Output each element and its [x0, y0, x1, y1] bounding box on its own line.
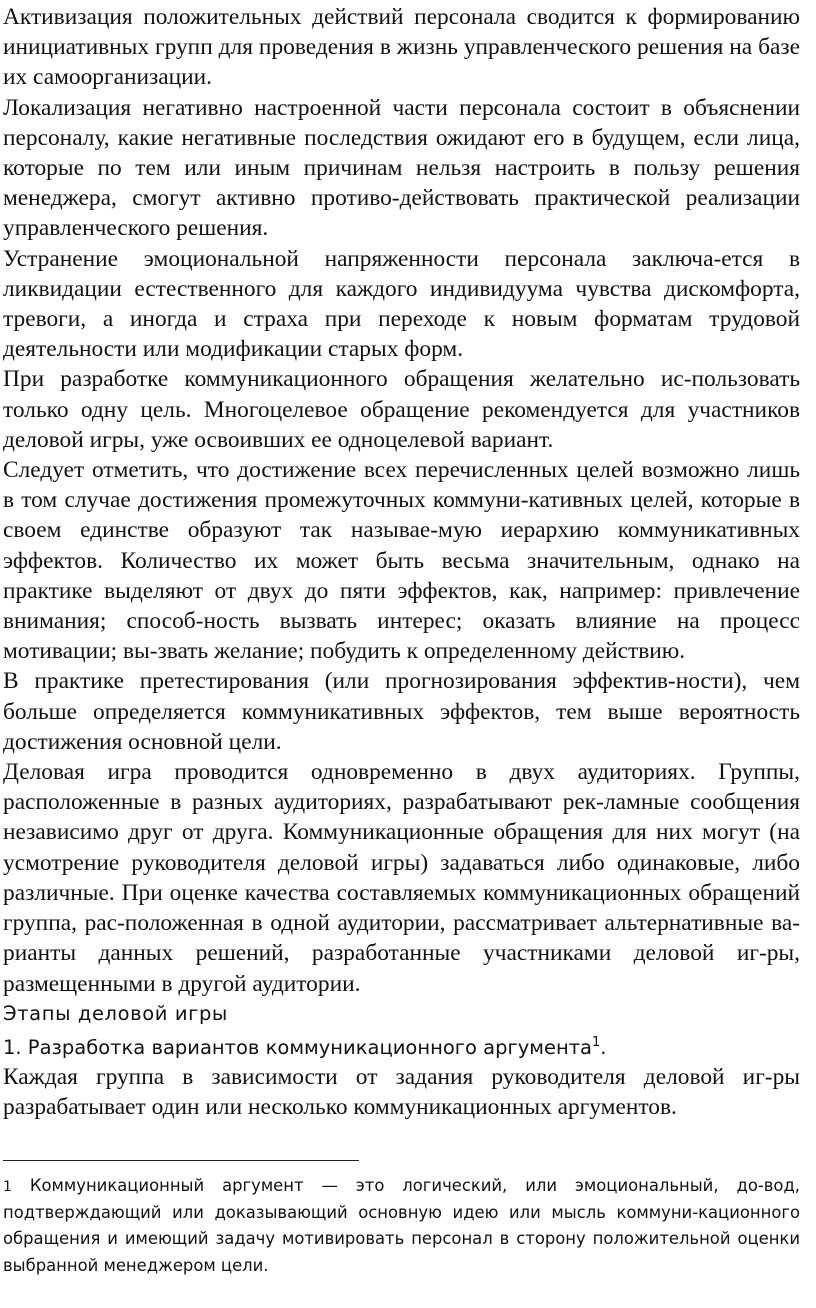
footnote-mark: 1 — [592, 1034, 601, 1050]
footnote-number: 1 — [3, 1179, 12, 1195]
stage-heading — [3, 1028, 800, 1062]
footnote-text: Коммуникационный аргумент — это логический, или эмоциональный, до-вод, подтверждающий или доказывающий основную идею или мысль коммуни-кационного обращения и имеющий задачу мотивировать персонал в сторону положительной оценки выбранной менеджером цели. — [3, 1176, 800, 1275]
paragraph-stage-one: Каждая группа в зависимости от задания руководителя деловой иг-ры разрабатывает один или несколько коммуникационных аргументов. — [3, 1063, 800, 1120]
paragraph-positive-actions: Активизация положительных действий персонала сводится к формированию инициативных групп для проведения в жизнь управленческого решения на базе их самоорганизации. — [3, 4, 800, 91]
paragraph-business-game: Деловая игра проводится одновременно в двух аудиториях. Группы, расположенные в разных аудиториях, разрабатывают рек-ламные сообщения независимо друг от друга. Коммуникационные обращения для них могут (на усмотрение руководителя деловой игры) задаваться либо одинаковые, либо различные. При оценке качества составляемых коммуникационных обращений группа, рас-положенная в одной аудитории, рассматривает альтернативные ва-рианты данных решений, разработанные участниками деловой иг-ры, размещенными в другой аудитории. — [3, 759, 800, 997]
paragraph-pretesting: В практике претестирования (или прогнозирования эффектив-ности), чем больше определяется коммуникативных эффектов, тем выше вероятность достижения основной цели. — [3, 668, 800, 755]
paragraph-emotional-tension: Устранение эмоциональной напряженности персонала заключа-ется в ликвидации естественного для каждого индивидуума чувства дискомфорта, тревоги, а иногда и страха при переходе к новым форматам трудовой деятельности или модификации старых форм. — [3, 245, 800, 363]
stage-heading-text: 1. Разработка вариантов коммуникационного аргумента — [3, 1035, 592, 1059]
footnote-divider — [3, 1160, 359, 1161]
footnote — [3, 1173, 800, 1279]
section-heading: Этапы деловой игры — [3, 1001, 228, 1025]
paragraph-single-goal: При разработке коммуникационного обращения желательно ис-пользовать только одну цель. Многоцелевое обращение рекомендуется для участников деловой игры, уже освоивших ее одноцелевой вариант. — [3, 366, 800, 453]
paragraph-communicative-effects: Следует отметить, что достижение всех перечисленных целей возможно лишь в том случае достижения промежуточных коммуни-кативных целей, которые в своем единстве образуют так называе-мую иерархию коммуникативных эффектов. Количество их может быть весьма значительным, однако на практике выделяют от двух до пяти эффектов, как, например: привлечение внимания; способ-ность вызвать интерес; оказать влияние на процесс мотивации; вы-звать желание; побудить к определенному действию. — [3, 457, 800, 665]
paragraph-negative-localization: Локализация негативно настроенной части персонала состоит в объяснении персоналу, какие негативные последствия ожидают его в будущем, если лица, которые по тем или иным причинам нельзя настроить в пользу решения менеджера, смогут активно противо-действовать практической реализации управленческого решения. — [3, 94, 800, 242]
stage-heading-trailing: . — [600, 1035, 607, 1059]
